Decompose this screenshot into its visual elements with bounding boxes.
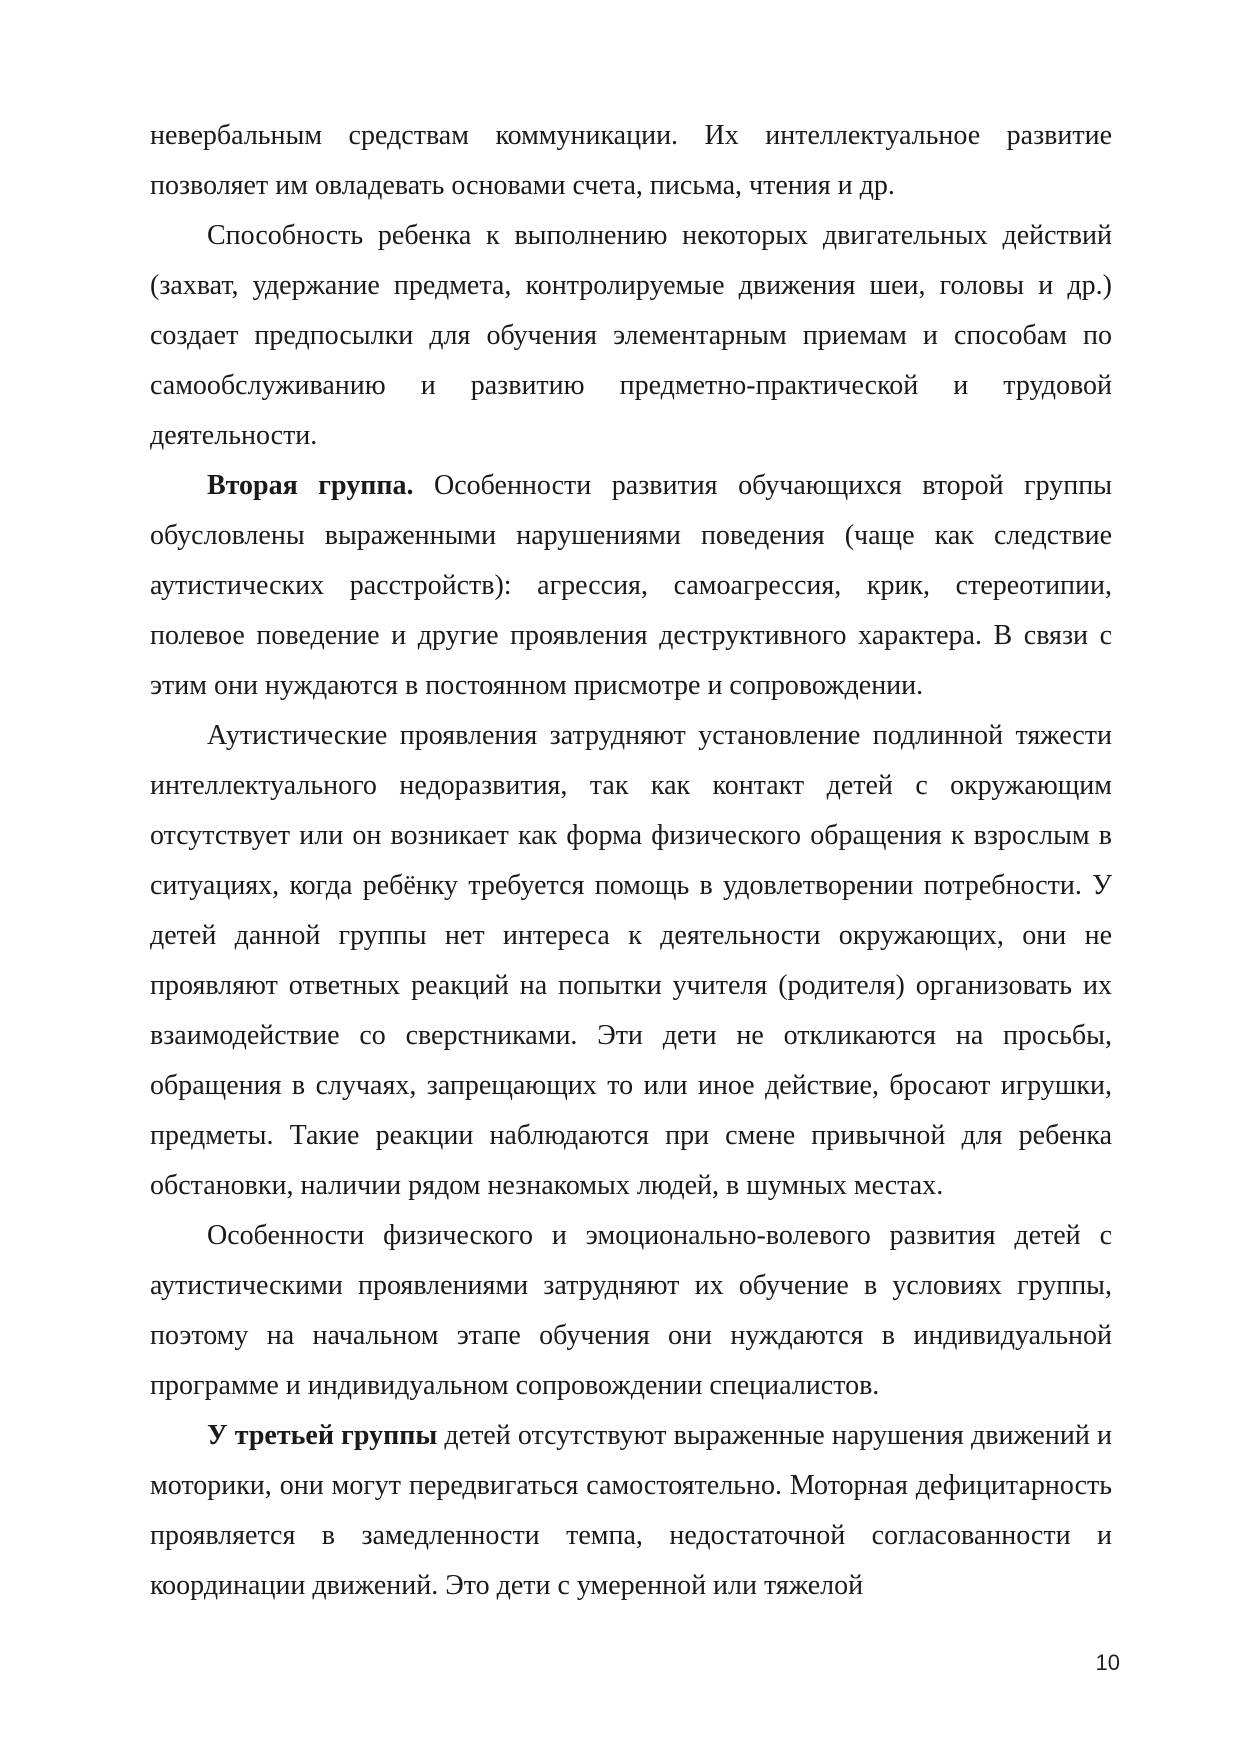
- paragraph-6-text: детей отсутствуют выраженные нарушения движений и моторики, они могут передвигаться самостоятельно. Моторная дефицитарность проявляется в замедленности темпа, недостаточной согласованности и координации движений. Это дети с умеренной или тяжелой: [150, 1420, 1112, 1601]
- paragraph-4-text: Аутистические проявления затрудняют установление подлинной тяжести интеллектуального недоразвития, так как контакт детей с окружающим отсутствует или он возникает как форма физического обращения к взрослым в ситуациях, когда ребёнку требуется помощь в удовлетворении потребности. У детей данной группы нет интереса к деятельности окружающих, они не проявляют ответных реакций на попытки учителя (родителя) организовать их взаимодействие со сверстниками. Эти дети не откликаются на просьбы, обращения в случаях, запрещающих то или иное действие, бросают игрушки, предметы. Такие реакции наблюдаются при смене привычной для ребенка обстановки, наличии рядом незнакомых людей, в шумных местах.: [150, 720, 1112, 1201]
- paragraph-1: [150, 111, 1112, 211]
- paragraph-1-text: невербальным средствам коммуникации. Их интеллектуальное развитие позволяет им овладевать основами счета, письма, чтения и др.: [150, 120, 1112, 201]
- page-number: 10: [1095, 1650, 1120, 1675]
- paragraph-2: [150, 211, 1112, 461]
- paragraph-2-text: Способность ребенка к выполнению некоторых двигательных действий (захват, удержание предмета, контролируемые движения шеи, головы и др.) создает предпосылки для обучения элементарным приемам и способам по самообслуживанию и развитию предметно-практической и трудовой деятельности.: [150, 220, 1112, 451]
- paragraph-5-text: Особенности физического и эмоционально-волевого развития детей с аутистическими проявлениями затрудняют их обучение в условиях группы, поэтому на начальном этапе обучения они нуждаются в индивидуальной программе и индивидуальном сопровождении специалистов.: [150, 1220, 1112, 1401]
- document-page: [150, 111, 1112, 1611]
- paragraph-3: [150, 461, 1112, 711]
- paragraph-3-lead: Вторая группа.: [207, 470, 414, 501]
- paragraph-3-text: Особенности развития обучающихся второй группы обусловлены выраженными нарушениями поведения (чаще как следствие аутистических расстройств): агрессия, самоагрессия, крик, стереотипии, полевое поведение и другие проявления деструктивного характера. В связи с этим они нуждаются в постоянном присмотре и сопровождении.: [150, 470, 1113, 701]
- paragraph-6-lead: У третьей группы: [207, 1420, 438, 1451]
- paragraph-4: [150, 711, 1112, 1211]
- paragraph-5: [150, 1211, 1112, 1411]
- paragraph-6: [150, 1411, 1112, 1611]
